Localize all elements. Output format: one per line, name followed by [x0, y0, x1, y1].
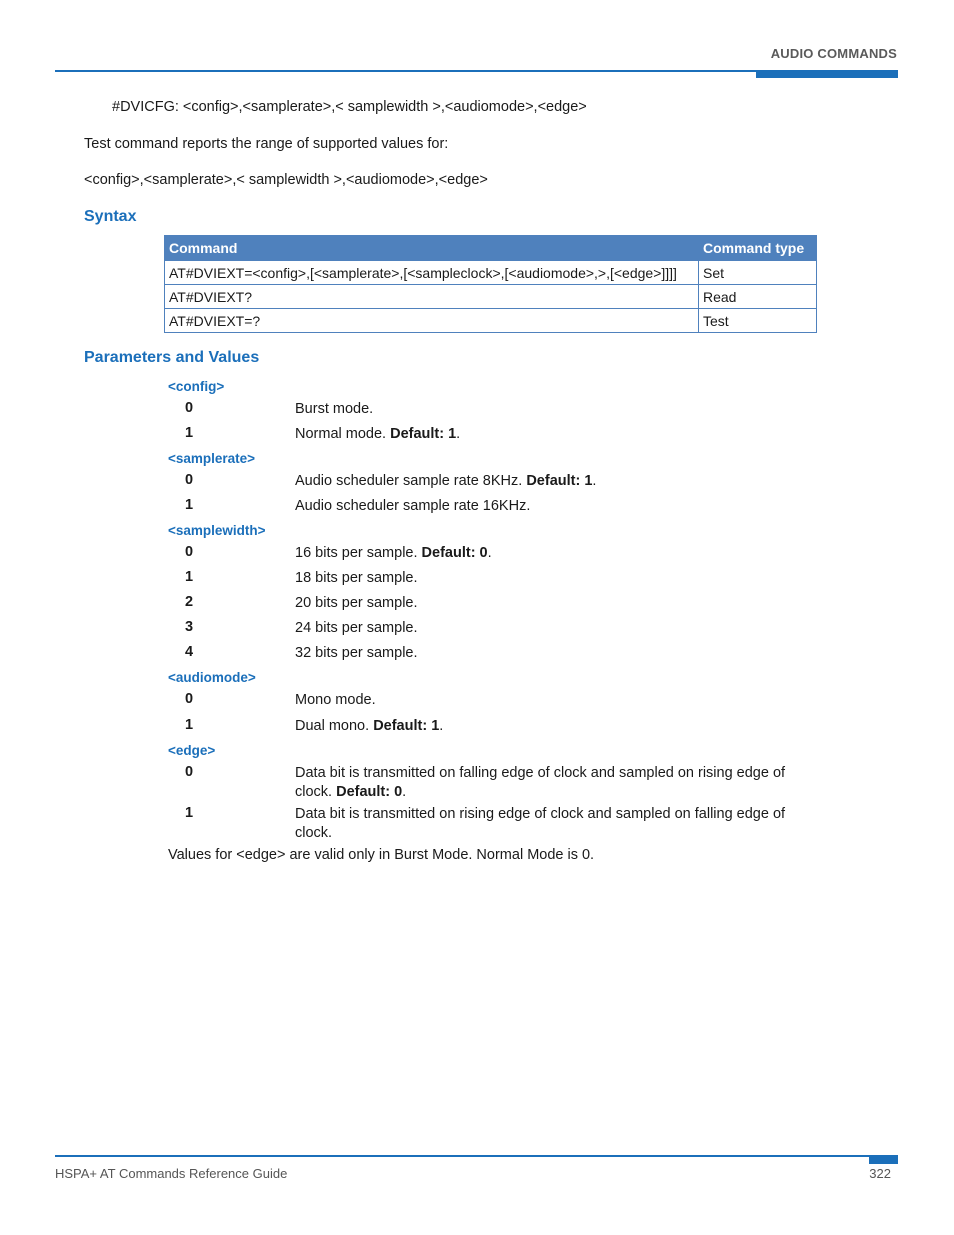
footer-accent-bar	[869, 1155, 898, 1164]
param-description: Mono mode.	[295, 692, 376, 708]
syntax-table	[164, 235, 817, 333]
supported-params-list: <config>,<samplerate>,< samplewidth >,<audiomode>,<edge>	[84, 172, 488, 188]
param-name-audiomode: <audiomode>	[168, 670, 256, 685]
param-description: 18 bits per sample.	[295, 570, 418, 586]
param-description: Normal mode. Default: 1.	[295, 426, 461, 442]
command-cell: AT#DVIEXT=?	[165, 309, 699, 333]
param-name-edge: <edge>	[168, 743, 216, 758]
param-value: 2	[185, 594, 194, 610]
param-value: 1	[185, 497, 194, 513]
param-value: 0	[185, 472, 194, 488]
param-value: 1	[185, 425, 194, 441]
command-type-cell: Set	[699, 261, 817, 285]
param-description: 16 bits per sample. Default: 0.	[295, 545, 492, 561]
page-number: 322	[869, 1166, 891, 1181]
param-value: 4	[185, 644, 194, 660]
param-name-samplerate: <samplerate>	[168, 451, 256, 466]
syntax-heading: Syntax	[84, 208, 137, 225]
param-value: 0	[185, 764, 194, 780]
table-row	[165, 285, 817, 309]
table-row	[165, 261, 817, 285]
column-header-command: Command	[165, 236, 699, 261]
default-label: Default: 1	[373, 718, 440, 734]
command-type-cell: Read	[699, 285, 817, 309]
param-description: Dual mono. Default: 1.	[295, 718, 444, 734]
param-value: 1	[185, 805, 194, 821]
param-description: Audio scheduler sample rate 16KHz.	[295, 498, 531, 514]
param-description: 24 bits per sample.	[295, 620, 418, 636]
param-description: Burst mode.	[295, 401, 374, 417]
table-row	[165, 309, 817, 333]
param-description: Audio scheduler sample rate 8KHz. Default: 1.	[295, 473, 597, 489]
document-title: HSPA+ AT Commands Reference Guide	[55, 1166, 288, 1181]
default-label: Default: 1	[390, 426, 457, 442]
param-name-samplewidth: <samplewidth>	[168, 523, 266, 538]
param-value: 0	[185, 544, 194, 560]
command-type-cell: Test	[699, 309, 817, 333]
command-cell: AT#DVIEXT=<config>,[<samplerate>,[<sampleclock>,[<audiomode>,>,[<edge>]]]]	[165, 261, 699, 285]
param-value: 0	[185, 400, 194, 416]
param-description: Data bit is transmitted on rising edge of clock and sampled on falling edge of clock.	[295, 806, 786, 841]
test-command-description: Test command reports the range of supported values for:	[84, 136, 449, 152]
table-header-row	[165, 236, 817, 261]
param-value: 1	[185, 569, 194, 585]
param-value: 3	[185, 619, 194, 635]
param-description: 20 bits per sample.	[295, 595, 418, 611]
footer-rule	[55, 1155, 898, 1157]
param-name-config: <config>	[168, 379, 225, 394]
parameters-heading: Parameters and Values	[84, 349, 260, 366]
default-label: Default: 0	[421, 545, 488, 561]
default-label: Default: 1	[526, 473, 593, 489]
header-accent-bar	[756, 70, 898, 78]
param-description: 32 bits per sample.	[295, 645, 418, 661]
param-value: 1	[185, 717, 194, 733]
section-title: AUDIO COMMANDS	[770, 46, 897, 61]
response-format: #DVICFG: <config>,<samplerate>,< samplewidth >,<audiomode>,<edge>	[112, 99, 587, 115]
param-value: 0	[185, 691, 194, 707]
column-header-command-type: Command type	[699, 236, 817, 261]
default-label: Default: 0	[336, 784, 403, 800]
command-cell: AT#DVIEXT?	[165, 285, 699, 309]
edge-note: Values for <edge> are valid only in Burst Mode. Normal Mode is 0.	[168, 847, 595, 863]
param-description: Data bit is transmitted on falling edge of clock and sampled on rising edge of clock. Default: 0.	[295, 765, 786, 800]
